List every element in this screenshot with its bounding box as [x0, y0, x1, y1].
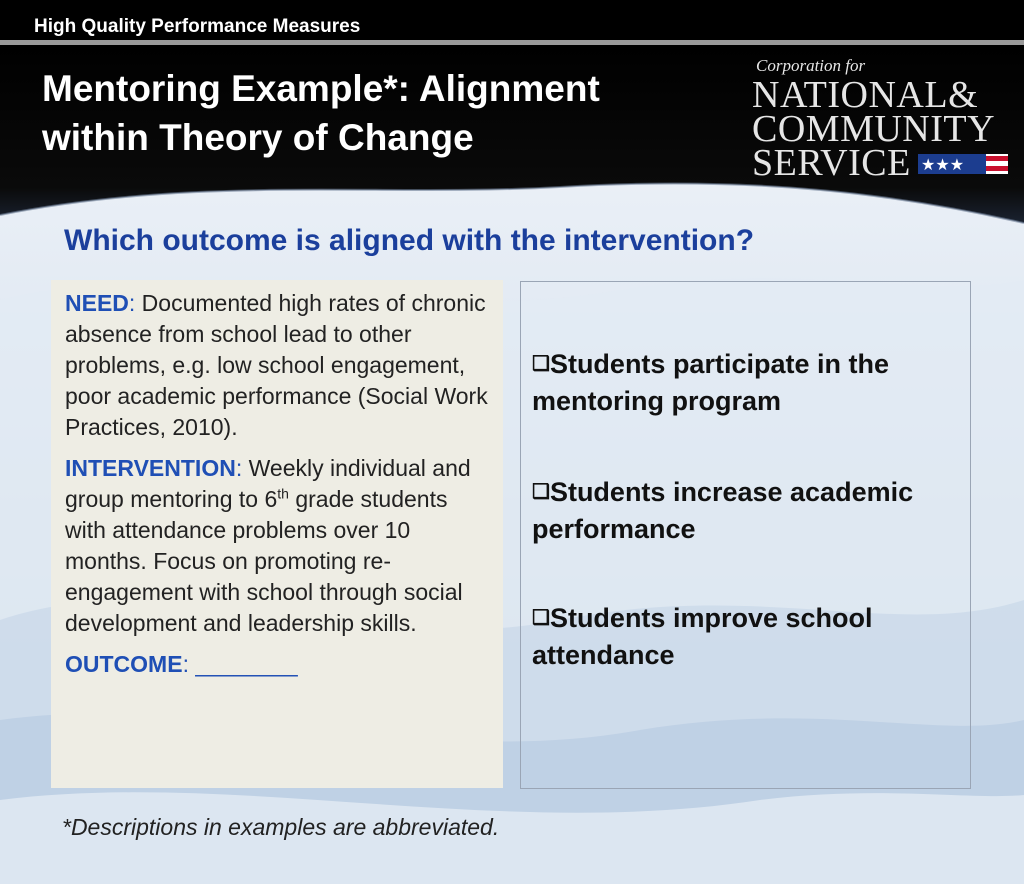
- cncs-logo: [752, 56, 1014, 184]
- intervention-paragraph: [65, 453, 493, 639]
- need-paragraph: [65, 288, 493, 443]
- option-attendance[interactable]: [532, 600, 962, 674]
- need-colon: :: [128, 290, 136, 316]
- intervention-label: INTERVENTION: [65, 455, 236, 481]
- page-title: [42, 64, 722, 162]
- checkbox-icon: ❑: [532, 481, 550, 503]
- intervention-text-b: grade students with attendance problems over 10 months. Focus on promoting re-engagement with school through social development and leadership skills.: [65, 486, 463, 636]
- svg-text:★★★: ★★★: [921, 155, 965, 174]
- scenario-panel: [51, 280, 503, 788]
- title-line-2: within Theory of Change: [42, 117, 474, 158]
- intervention-text-a: Weekly individual and group mentoring to 6: [65, 455, 471, 512]
- option-academic-performance[interactable]: [532, 474, 962, 548]
- top-strip: [0, 0, 1024, 40]
- outcome-options-panel: [520, 281, 971, 789]
- question-heading: Which outcome is aligned with the intervention?: [64, 224, 755, 257]
- need-text: Documented high rates of chronic absence from school lead to other problems, e.g. low school engagement, poor academic performance (Social Work Practices, 2010).: [65, 290, 488, 440]
- logo-national-text: NATIONAL&: [752, 74, 979, 116]
- option-text: Students participate in the mentoring program: [532, 349, 889, 416]
- need-label: NEED: [65, 290, 129, 316]
- flag-stars-icon: [918, 154, 1008, 174]
- logo-service-text: SERVICE: [752, 142, 911, 184]
- option-text: Students increase academic performance: [532, 477, 914, 544]
- outcome-colon: :: [182, 651, 189, 677]
- checkbox-icon: ❑: [532, 607, 550, 629]
- scenario-text: [65, 288, 493, 690]
- intervention-superscript: th: [277, 485, 289, 502]
- outcome-blank: ________: [188, 651, 298, 677]
- footnote: *Descriptions in examples are abbreviated.: [62, 814, 500, 840]
- logo-corporation-text: Corporation for: [756, 56, 866, 75]
- checkbox-icon: ❑: [532, 353, 550, 375]
- intervention-colon: :: [235, 455, 243, 481]
- title-line-1: Mentoring Example*: Alignment: [42, 68, 600, 109]
- outcome-label: OUTCOME: [65, 651, 183, 677]
- outcome-paragraph: [65, 649, 493, 680]
- section-label: High Quality Performance Measures: [34, 16, 361, 37]
- logo-community-text: COMMUNITY: [752, 108, 996, 150]
- option-text: Students improve school attendance: [532, 603, 873, 670]
- option-participate[interactable]: [532, 346, 962, 420]
